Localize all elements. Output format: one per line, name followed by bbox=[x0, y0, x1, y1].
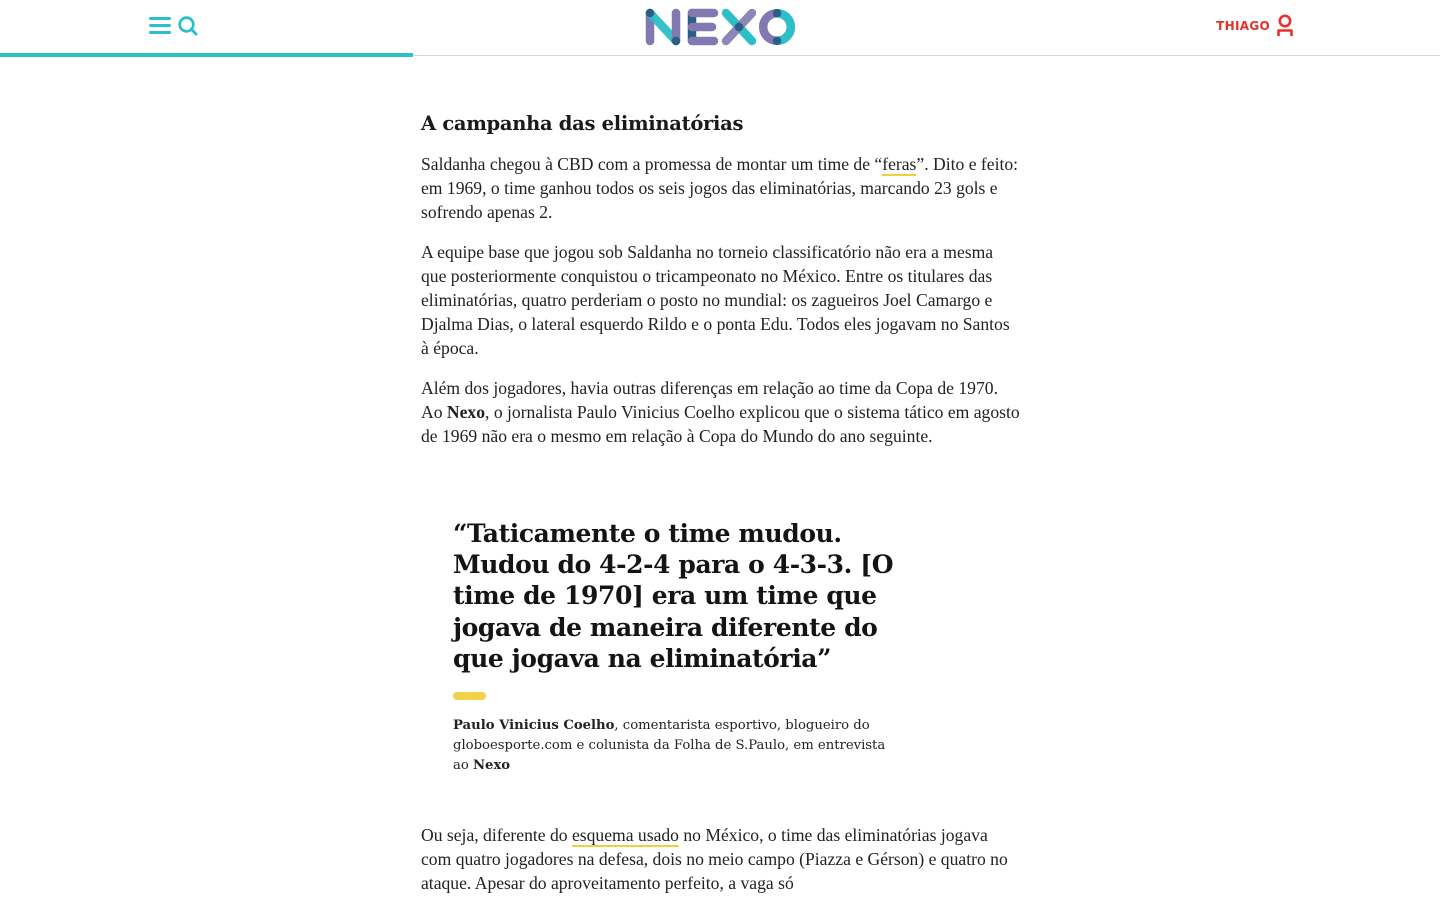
hamburger-icon-line bbox=[149, 24, 171, 27]
paragraph-1 bbox=[421, 152, 1021, 224]
hamburger-icon bbox=[149, 17, 171, 20]
article-body-continued bbox=[421, 823, 1021, 895]
hamburger-icon-line bbox=[149, 31, 171, 34]
search-button[interactable] bbox=[177, 15, 199, 37]
article-body bbox=[421, 108, 1021, 464]
text: Além dos jogadores, havia outras diferenças em relação ao time da Copa de 1970. Ao bbox=[421, 378, 998, 422]
site-header bbox=[0, 0, 1440, 56]
user-account-button[interactable] bbox=[1216, 14, 1294, 38]
text: Ou seja, diferente do bbox=[421, 825, 572, 845]
quote-author: Paulo Vinicius Coelho bbox=[453, 718, 615, 734]
paragraph-4 bbox=[421, 823, 1021, 895]
reading-progress-bar bbox=[0, 53, 413, 57]
bold-nexo: Nexo bbox=[446, 402, 486, 422]
paragraph-2: A equipe base que jogou sob Saldanha no torneio classificatório não era a mesma que posteriormente conquistou o tricampeonato no México. Entre os titulares das eliminatórias, quatro perderiam o posto no mundial: os zagueiros Joel Camargo e Djalma Dias, o lateral esquerdo Rildo e o ponta Edu. Todos eles jogavam no Santos à época. bbox=[421, 242, 1010, 358]
text: ”. Dito e feito: em 1969, o time ganhou todos os seis jogos das eliminatórias, marcando 23 gols e sofrendo apenas 2. bbox=[421, 154, 1019, 222]
quote-author-description: , comentarista esportivo, blogueiro do globoesporte.com e colunista da Folha de S.Paulo, em entrevista ao bbox=[453, 718, 886, 774]
pull-quote bbox=[453, 518, 903, 776]
site-logo[interactable] bbox=[644, 8, 796, 46]
quote-text: “Taticamente o time mudou. Mudou do 4-2-4 para o 4-3-3. [O time de 1970] era um time que jogava de maneira diferente do que jogava na eliminatória” bbox=[453, 519, 894, 673]
user-icon bbox=[1276, 14, 1294, 38]
nexo-logo bbox=[644, 8, 796, 46]
search-icon bbox=[177, 15, 199, 37]
menu-button[interactable] bbox=[149, 16, 171, 36]
quote-divider bbox=[453, 692, 486, 700]
section-title: A campanha das eliminatórias bbox=[421, 112, 744, 135]
text: no México, o time das eliminatórias jogava com quatro jogadores na defesa, dois no meio campo (Piazza e Gérson) e quatro no ataque. Apesar do aproveitamento perfeito, a vaga só bbox=[421, 825, 1008, 893]
paragraph-3 bbox=[421, 376, 1021, 448]
user-name: THIAGO bbox=[1216, 19, 1270, 33]
text: , o jornalista Paulo Vinicius Coelho explicou que o sistema tático em agosto de 1969 não era o mesmo em relação à Copa do Mundo do ano seguinte. bbox=[421, 402, 1020, 446]
link-feras[interactable]: feras bbox=[882, 154, 917, 174]
quote-outlet: Nexo bbox=[473, 758, 511, 774]
quote-attribution bbox=[453, 716, 893, 776]
link-esquema-usado[interactable]: esquema usado bbox=[571, 825, 679, 845]
text: Saldanha chegou à CBD com a promessa de montar um time de “ bbox=[421, 154, 883, 174]
